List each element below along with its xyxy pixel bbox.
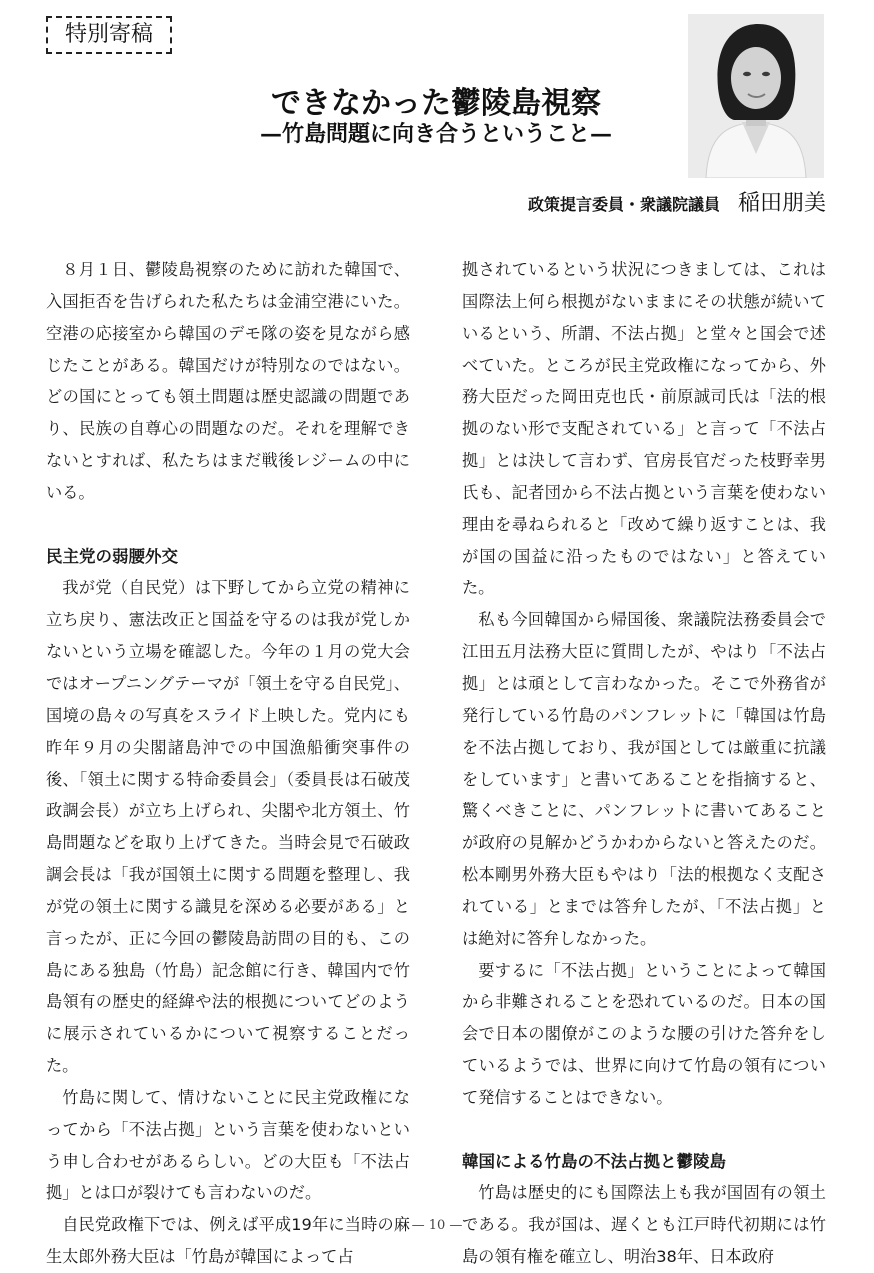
paragraph: 拠されているという状況につきましては、これは国際法上何ら根拠がないままにその状態が続いているという、所謂、不法占拠」と堂々と国会で述べていた。ところが民主党政権になってから、外務大臣だった岡田克也氏・前原誠司氏は「法的根拠のない形で支配されている」と言って「不法占拠」とは決して言わず、官房長官だった枝野幸男氏も、記者団から不法占拠という言葉を使わない理由を尋ねられると「改めて繰り返すことは、我が国の国益に沿ったものではない」と答えていた。: [462, 260, 826, 598]
article-title: できなかった鬱陵島視察: [271, 86, 601, 121]
spacer: [46, 509, 410, 541]
paragraph: 私も今回韓国から帰国後、衆議院法務委員会で江田五月法務大臣に質問したが、やはり「不法占拠」とは頑として言わなかった。そこで外務省が発行している竹島のパンフレットに「韓国は竹島を不法占拠しており、我が国としては厳重に抗議をしています」と書いてあることを指摘すると、驚くべきことに、パンフレットに書いてあることが政府の見解かどうかわからないと答えたのだ。松本剛男外務大臣もやはり「法的根拠なく支配されている」とまでは答弁したが、「不法占拠」とは絶対に答弁しなかった。: [462, 610, 826, 948]
right-column: [462, 254, 826, 1273]
paragraph: 竹島に関して、情けないことに民主党政権になってから「不法占拠」という言葉を使わないという申し合わせがあるらしい。どの大臣も「不法占拠」とは口が裂けても言わないのだ。: [46, 1087, 410, 1203]
section-heading: 民主党の弱腰外交: [46, 546, 178, 566]
paragraph: 我が党（自民党）は下野してから立党の精神に立ち戻り、憲法改正と国益を守るのは我が党しかないという立場を確認した。今年の１月の党大会ではオープニングテーマが「領土を守る自民党」、国境の島々の写真をスライド上映した。党内にも昨年９月の尖閣諸島沖での中国漁船衝突事件の後、「領土に関する特命委員会」（委員長は石破茂政調会長）が立ち上げられ、尖閣や北方領土、竹島問題などを取り上げてきた。当時会見で石破政調会長は「我が国領土に関する問題を整理し、我が党の領土に関する識見を深める必要がある」と言ったが、正に今回の鬱陵島訪問の目的も、この島にある独島（竹島）記念館に行き、韓国内で竹島領有の歴史的経緯や法的根拠についてどのように展示されているかについて視察することだった。: [46, 578, 410, 1076]
special-contribution-tag: 特別寄稿: [46, 16, 172, 54]
page-number: — 10 —: [411, 1218, 463, 1233]
author-name: 稲田朋美: [737, 191, 826, 216]
article-subtitle: —竹島問題に向き合うということ—: [259, 121, 612, 147]
paragraph: ８月１日、鬱陵島視察のために訪れた韓国で、入国拒否を告げられた私たちは金浦空港にいた。空港の応接室から韓国のデモ隊の姿を見ながら感じたことがある。韓国だけが特別なのではない。どの国にとっても領土問題は歴史認識の問題であり、民族の自尊心の問題なのだ。それを理解できないとすれば、私たちはまだ戦後レジームの中にいる。: [46, 260, 410, 502]
paragraph: 自民党政権下では、例えば平成19年に当時の麻生太郎外務大臣は「竹島が韓国によって占: [46, 1215, 410, 1267]
author-byline: [528, 190, 826, 219]
author-role: 政策提言委員・衆議院議員: [527, 195, 720, 214]
spacer: [462, 1114, 826, 1146]
section-heading: 韓国による竹島の不法占拠と鬱陵島: [462, 1151, 726, 1171]
portrait-image: [688, 14, 824, 178]
author-portrait: [688, 14, 824, 178]
left-column: [46, 254, 410, 1273]
paragraph: 竹島は歴史的にも国際法上も我が国固有の領土である。我が国は、遅くとも江戸時代初期には竹島の領有権を確立し、明治38年、日本政府: [462, 1183, 826, 1267]
paragraph: 要するに「不法占拠」ということによって韓国から非難されることを恐れているのだ。日本の国会で日本の閣僚がこのような腰の引けた答弁をしているようでは、世界に向けて竹島の領有について発信することはできない。: [462, 960, 826, 1107]
